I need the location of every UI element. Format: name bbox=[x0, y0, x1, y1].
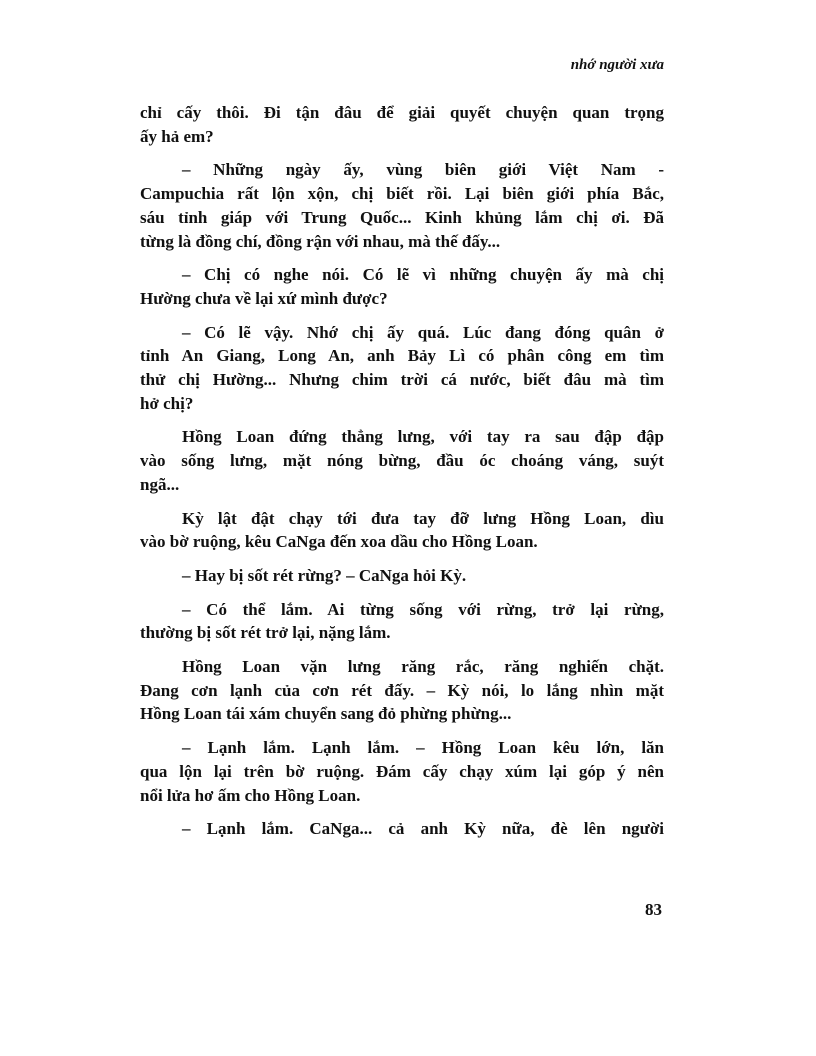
text-line: – Lạnh lắm. CaNga... cả anh Kỳ nữa, đè lên người bbox=[182, 819, 664, 839]
paragraph bbox=[140, 817, 664, 841]
paragraph bbox=[140, 564, 664, 588]
paragraph bbox=[140, 507, 664, 554]
paragraph bbox=[140, 321, 664, 416]
paragraph bbox=[140, 263, 664, 310]
text-line: thử chị Hường... Nhưng chim trời cá nước, biết đâu mà tìm bbox=[140, 370, 664, 390]
text-line: Hồng Loan đứng thẳng lưng, với tay ra sau đập đập bbox=[182, 427, 664, 447]
text-line: ngã... bbox=[140, 474, 180, 494]
text-line: vào sống lưng, mặt nóng bừng, đầu óc choáng váng, suýt bbox=[140, 451, 664, 471]
text-line: – Có thể lắm. Ai từng sống với rừng, trở lại rừng, bbox=[182, 599, 664, 619]
text-line: – Có lẽ vậy. Nhớ chị ấy quá. Lúc đang đóng quân ở bbox=[182, 322, 664, 342]
paragraph bbox=[140, 598, 664, 645]
text-line: thường bị sốt rét trở lại, nặng lắm. bbox=[140, 623, 391, 643]
text-line: – Hay bị sốt rét rừng? – CaNga hỏi Kỳ. bbox=[182, 565, 467, 585]
paragraph bbox=[140, 101, 664, 148]
text-line: – Những ngày ấy, vùng biên giới Việt Nam - bbox=[182, 160, 664, 180]
body-text bbox=[140, 101, 664, 851]
text-line: ấy hả em? bbox=[140, 126, 214, 146]
text-line: Kỳ lật đật chạy tới đưa tay đỡ lưng Hồng Loan, dìu bbox=[182, 508, 664, 528]
text-line: Hồng Loan tái xám chuyển sang đỏ phừng phừng... bbox=[140, 704, 512, 724]
text-line: – Chị có nghe nói. Có lẽ vì những chuyện ấy mà chị bbox=[182, 265, 664, 285]
text-line: vào bờ ruộng, kêu CaNga đến xoa dầu cho Hồng Loan. bbox=[140, 532, 538, 552]
paragraph bbox=[140, 736, 664, 807]
text-line: nổi lửa hơ ấm cho Hồng Loan. bbox=[140, 785, 361, 805]
running-head: nhớ người xưa bbox=[570, 57, 664, 73]
text-line: Đang cơn lạnh của cơn rét đấy. – Kỳ nói, lo lắng nhìn mặt bbox=[140, 680, 664, 700]
text-line: Hồng Loan vặn lưng răng rắc, răng nghiến chặt. bbox=[182, 657, 664, 677]
paragraph bbox=[140, 158, 664, 253]
page-number: 83 bbox=[645, 900, 662, 919]
paragraph bbox=[140, 425, 664, 496]
text-line: từng là đồng chí, đồng rận với nhau, mà thế đấy... bbox=[140, 231, 501, 251]
paragraph bbox=[140, 655, 664, 726]
text-line: chỉ cấy thôi. Đi tận đâu để giải quyết chuyện quan trọng bbox=[140, 103, 664, 122]
text-line: Hường chưa về lại xứ mình được? bbox=[140, 288, 388, 308]
text-line: tỉnh An Giang, Long An, anh Bảy Lì có phân công em tìm bbox=[140, 346, 664, 366]
text-line: qua lộn lại trên bờ ruộng. Đám cấy chạy xúm lại góp ý nên bbox=[140, 761, 664, 781]
text-line: hở chị? bbox=[140, 393, 194, 413]
text-line: – Lạnh lắm. Lạnh lắm. – Hồng Loan kêu lớn, lăn bbox=[182, 738, 664, 758]
text-line: Campuchia rất lộn xộn, chị biết rồi. Lại biên giới phía Bắc, bbox=[140, 184, 664, 204]
text-line: sáu tỉnh giáp với Trung Quốc... Kinh khủng lắm chị ơi. Đã bbox=[140, 207, 664, 227]
